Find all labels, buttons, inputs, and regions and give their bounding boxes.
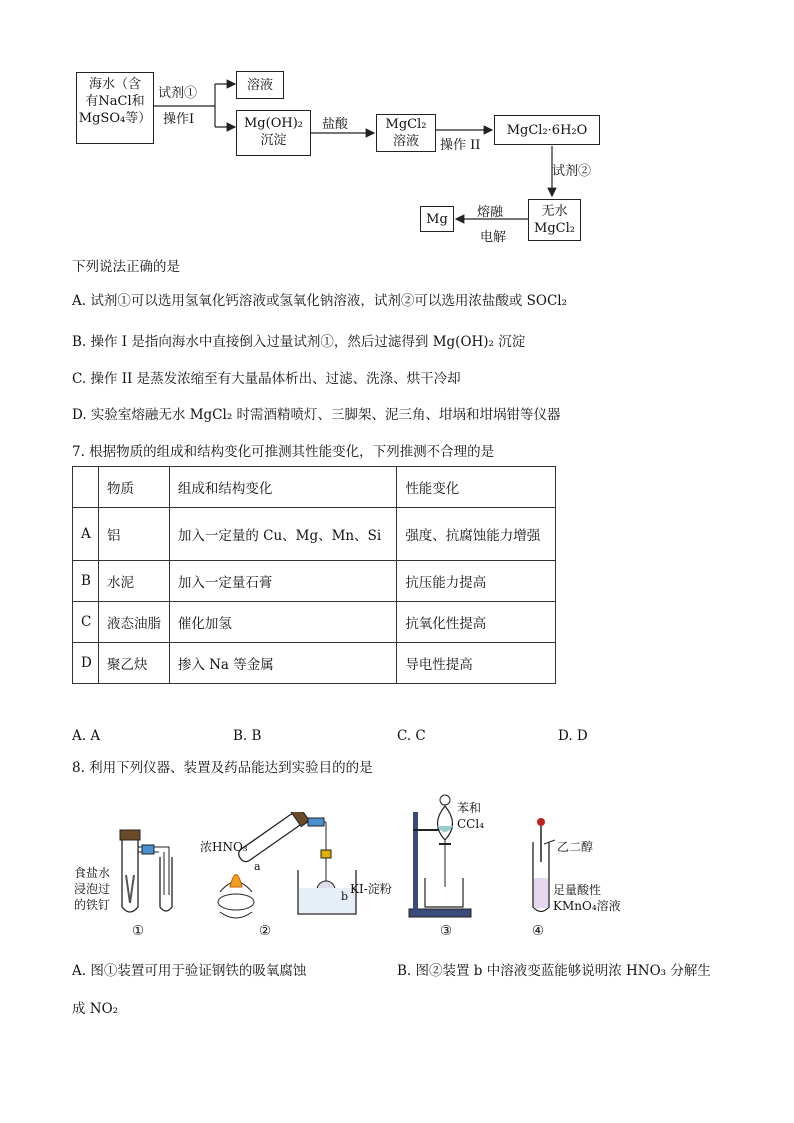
table-row (73, 602, 556, 643)
table-cell: 掺入 Na 等金属 (169, 643, 396, 684)
table-cell: 抗氧化性提高 (397, 602, 556, 643)
table-cell: 抗压能力提高 (397, 561, 556, 602)
mgoh2-line1: Mg(OH)₂ (244, 116, 303, 131)
figure-1-label (74, 865, 110, 913)
fig1-label-line2: 浸泡过 (74, 882, 111, 896)
table-row (73, 643, 556, 684)
figure-2-drawing (198, 812, 403, 927)
solution-box: 溶液 (236, 71, 284, 99)
figure-2-number: ② (259, 923, 272, 939)
table-header-row (73, 467, 556, 508)
q6-option-d: D. 实验室熔融无水 MgCl₂ 时需酒精喷灯、三脚架、泥三角、坩埚和坩埚钳等仪器 (72, 407, 561, 423)
q6-option-b: B. 操作 I 是指向海水中直接倒入过量试剂①，然后过滤得到 Mg(OH)₂ 沉淀 (72, 334, 526, 350)
op1-label: 操作I (163, 112, 195, 127)
table-cell: D (73, 643, 99, 684)
table-cell: 加入一定量的 Cu、Mg、Mn、Si (169, 508, 396, 561)
electrolysis-label: 电解 (480, 230, 507, 245)
table-cell: 加入一定量石膏 (169, 561, 396, 602)
hcl-label: 盐酸 (322, 117, 349, 132)
q6-stem: 下列说法正确的是 (72, 259, 180, 275)
anhydrous-line2: MgCl₂ (534, 221, 575, 236)
figure-3-drawing (405, 792, 505, 920)
q6-option-c: C. 操作 II 是蒸发浓缩至有大量晶体析出、过滤、洗涤、烘干冷却 (72, 371, 461, 387)
q6-option-a: A. 试剂①可以选用氢氧化钙溶液或氢氧化钠溶液，试剂②可以选用浓盐酸或 SOCl₂ (72, 293, 567, 309)
table-cell: 铝 (98, 508, 169, 561)
table-cell: 液态油脂 (98, 602, 169, 643)
seawater-line3: MgSO₄等） (78, 111, 152, 126)
table-header-cell: 物质 (98, 467, 169, 508)
table-row (73, 508, 556, 561)
fig3-label-line1: 苯和 (457, 801, 482, 815)
figure-3-number: ③ (440, 923, 453, 939)
q8-option-b: B. 图②装置 b 中溶液变蓝能够说明浓 HNO₃ 分解生 (397, 963, 711, 979)
fig4-label-line2: KMnO₄溶液 (553, 899, 621, 913)
table-cell: A (73, 508, 99, 561)
figure-3 (405, 792, 505, 920)
q8-stem: 8. 利用下列仪器、装置及药品能达到实验目的的是 (72, 760, 373, 776)
mgoh2-box (236, 110, 311, 156)
seawater-box (76, 72, 154, 144)
figure-4-number: ④ (532, 923, 545, 939)
q7-option-b: B. B (233, 728, 262, 744)
mg-box: Mg (420, 206, 454, 232)
table-cell: 聚乙炔 (98, 643, 169, 684)
figure-2-b-label: b (341, 890, 349, 903)
table-header-cell: 组成和结构变化 (169, 467, 396, 508)
table-cell: 导电性提高 (397, 643, 556, 684)
table-cell: 水泥 (98, 561, 169, 602)
seawater-line1: 海水（含 (88, 77, 141, 92)
melt-label: 熔融 (477, 205, 504, 220)
figure-1-number: ① (132, 923, 145, 939)
q8-option-a: A. 图①装置可用于验证钢铁的吸氧腐蚀 (72, 963, 307, 979)
anhydrous-box (528, 199, 581, 241)
hydrate-box: MgCl₂·6H₂O (494, 115, 600, 145)
q8-option-b-continued: 成 NO₂ (72, 1001, 119, 1017)
table-cell: 强度、抗腐蚀能力增强 (397, 508, 556, 561)
mgcl2-solution-box (376, 114, 436, 152)
q7-option-a: A. A (72, 728, 101, 744)
mgcl2sol-line2: 溶液 (392, 134, 419, 149)
seawater-line2: 有NaCl和 (85, 94, 145, 109)
table-header-cell (73, 467, 99, 508)
op2-label: 操作 II (440, 138, 481, 153)
table-cell: 催化加氢 (169, 602, 396, 643)
mgoh2-line2: 沉淀 (260, 133, 287, 148)
mgcl2sol-line1: MgCl₂ (385, 117, 427, 132)
figure-1 (74, 825, 184, 945)
reagent1-label: 试剂① (158, 86, 198, 101)
figure-2-hno3-label: 浓HNO₃ (200, 840, 248, 854)
figure-2-a-label: a (254, 860, 261, 873)
anhydrous-line1: 无水 (541, 204, 568, 219)
figure-2-ki-label: KI-淀粉 (350, 882, 392, 896)
q7-option-c: C. C (397, 728, 426, 744)
table-cell: B (73, 561, 99, 602)
figure-4-glycol-label: 乙二醇 (557, 840, 594, 854)
table-cell: C (73, 602, 99, 643)
fig1-label-line3: 的铁钉 (74, 898, 111, 912)
figure-4 (525, 812, 645, 922)
fig1-label-line1: 食盐水 (74, 866, 111, 880)
fig3-label-line2: CCl₄ (457, 817, 485, 831)
table-header-cell: 性能变化 (397, 467, 556, 508)
q7-option-d: D. D (558, 728, 588, 744)
q7-table (72, 466, 556, 684)
q7-stem: 7. 根据物质的组成和结构变化可推测其性能变化，下列推测不合理的是 (72, 444, 495, 460)
figure-2 (198, 812, 403, 927)
table-row (73, 561, 556, 602)
reagent2-label: 试剂② (552, 164, 592, 179)
figure-4-label (553, 882, 621, 914)
fig4-label-line1: 足量酸性 (553, 883, 602, 897)
figure-3-label (457, 800, 484, 832)
